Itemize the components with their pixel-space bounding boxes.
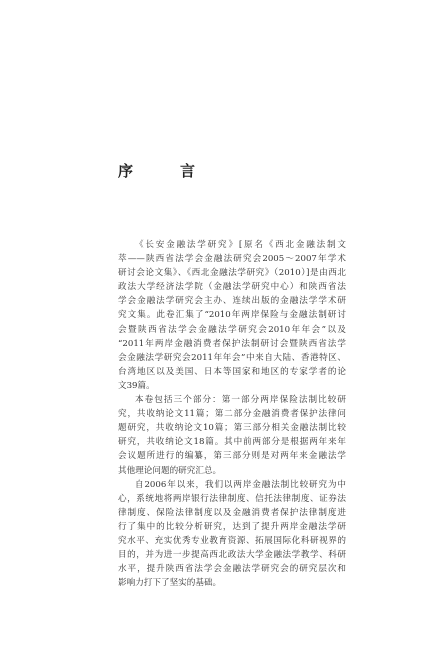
text-line: 水平，提升陕西省法学会金融法学研究会的研究层次和 bbox=[118, 564, 346, 575]
text-line: 影响力打下了坚实的基础。 bbox=[118, 578, 222, 589]
text-line: 律制度、保险法律制度以及金融消费者保护法律制度进 bbox=[118, 507, 346, 518]
text-line: 究水平、充实优秀专业教育资源、拓展国际化科研视界的 bbox=[118, 535, 346, 546]
preface-body bbox=[118, 238, 346, 590]
text-line: 自2006年以来，我们以两岸金融法制比较研究为中 bbox=[135, 479, 346, 490]
text-line: 目的，并为进一步提高西北政法大学金融法学教学、科研 bbox=[118, 550, 346, 561]
text-line: 题研究，共收纳论文10篇；第三部分相关金融法制比较 bbox=[118, 423, 346, 434]
text-line: 研讨会论文集》、《西北金融法学研究》（2010）]是由西北 bbox=[118, 268, 346, 279]
paragraph-1 bbox=[118, 238, 346, 393]
text-line: 政法大学经济法学院（金融法学研究中心）和陕西省法 bbox=[118, 282, 346, 293]
text-line: 本卷包括三个部分：第一部分两岸保险法制比较研 bbox=[135, 395, 346, 406]
text-line: 会议题所进行的编纂，第三部分则是对两年来金融法学 bbox=[118, 451, 346, 462]
text-line: 萃——陕西省法学会金融法研究会2005～2007年学术 bbox=[118, 254, 346, 265]
text-line: 会暨陕西省法学会金融法学研究会2010年年会”以及 bbox=[118, 324, 346, 335]
text-line: 台湾地区以及美国、日本等国家和地区的专家学者的论 bbox=[118, 366, 346, 377]
text-line: 文39篇。 bbox=[118, 380, 155, 391]
text-line: 会金融法学研究会2011年年会”中来自大陆、香港特区、 bbox=[118, 352, 346, 363]
text-line: 究，共收纳论文11篇；第二部分金融消费者保护法律问 bbox=[118, 409, 346, 420]
page-title: 序 言 bbox=[118, 162, 212, 180]
text-line: 其他理论问题的研究汇总。 bbox=[118, 465, 222, 476]
text-line: “2011年两岸金融消费者保护法制研讨会暨陕西省法学 bbox=[118, 338, 346, 349]
text-line: 心，系统地将两岸银行法律制度、信托法律制度、证券法 bbox=[118, 493, 346, 504]
text-line: 究文集。此卷汇集了“2010年两岸保险与金融法制研讨 bbox=[118, 310, 346, 321]
text-line: 《长安金融法学研究》[原名《西北金融法制文 bbox=[135, 240, 346, 250]
paragraph-2 bbox=[118, 393, 346, 478]
text-line: 学会金融法学研究会主办、连续出版的金融法学学术研 bbox=[118, 296, 346, 307]
text-line: 行了集中的比较分析研究，达到了提升两岸金融法学研 bbox=[118, 521, 346, 532]
paragraph-3 bbox=[118, 478, 346, 591]
text-line: 研究，共收纳论文18篇。其中前两部分是根据两年来年 bbox=[118, 437, 346, 448]
